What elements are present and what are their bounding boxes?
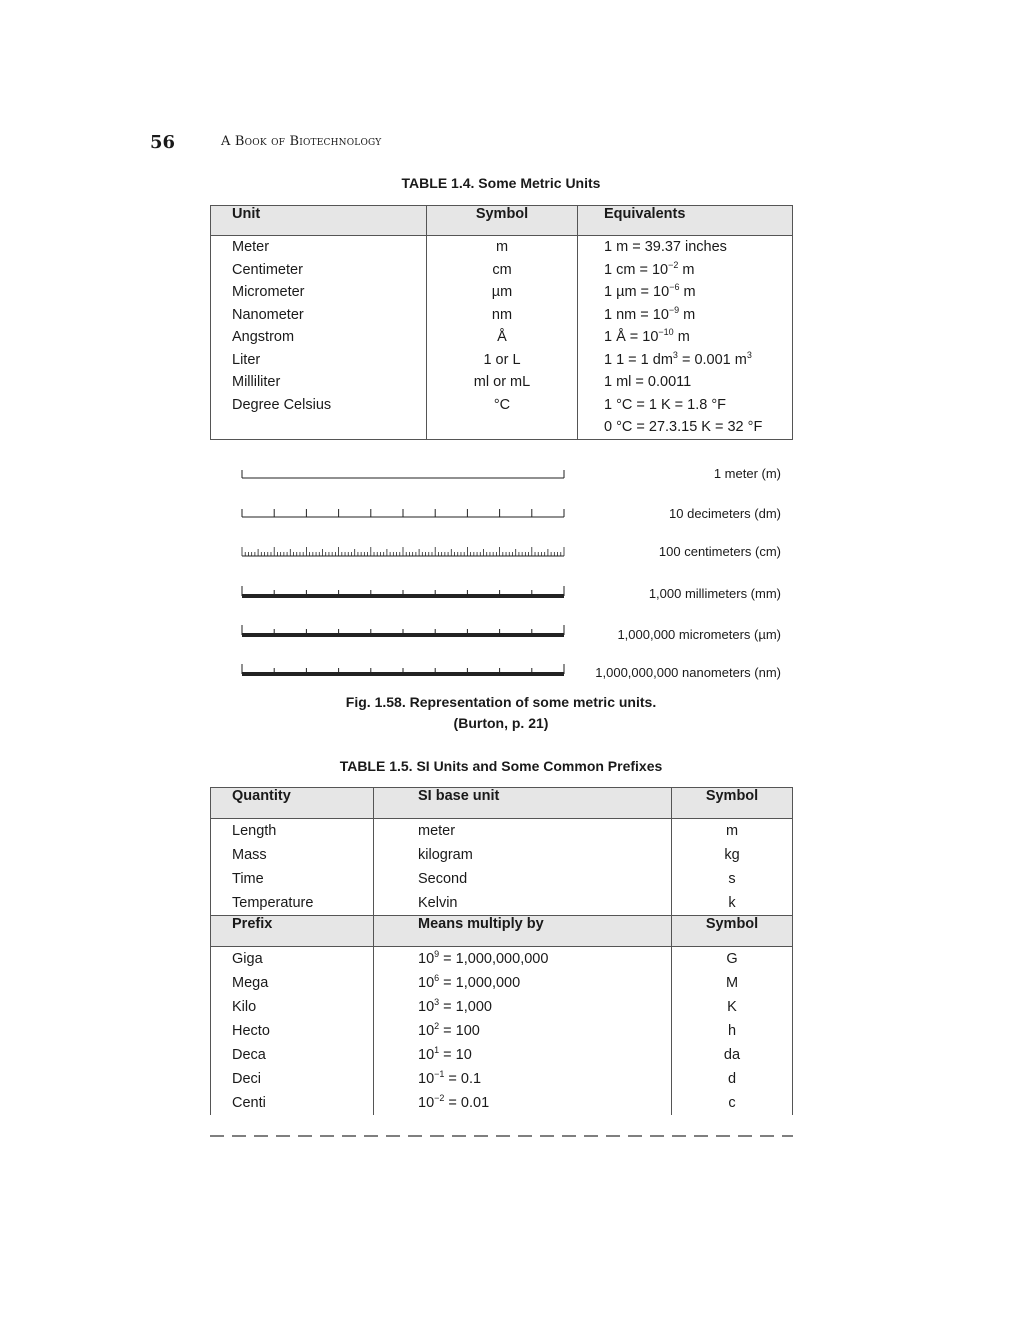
symbol-cell: cm: [492, 261, 512, 278]
base-unit-cell: Second: [418, 871, 468, 887]
prefix-cell: Deci: [232, 1071, 262, 1087]
equivalent-cell: 1 $\mu m = 10^{-6}$ m: [604, 282, 696, 300]
running-head: A Book of Biotechnology: [221, 134, 382, 149]
equivalent-cell: 1 1 = 1 $dm^3 = 0.001$ $m^3$: [604, 349, 752, 368]
table-body-row: [211, 947, 793, 1116]
prefix-symbol-cell: da: [723, 1047, 741, 1063]
unit-cell: Milliliter: [232, 374, 281, 390]
equivalent-cell: 1 m = 39.37 inches: [604, 239, 727, 255]
symbol-cell: µm: [491, 284, 513, 300]
multiplier-cell: $10^1 = 10$: [418, 1045, 472, 1063]
symbol-cell: Å: [497, 329, 507, 345]
prefix-symbol-cell: K: [727, 999, 737, 1015]
equivalent-cell: 1 °C = 1 K = 1.8 °F: [604, 396, 727, 413]
prefix-cell: Kilo: [232, 999, 257, 1015]
column-header-symbol: Symbol: [427, 206, 578, 236]
ruler-label-micrometers: 1,000,000 micrometers (µm): [617, 627, 781, 642]
ruler-label-millimeters: 1,000 millimeters (mm): [648, 586, 781, 601]
symbol-cell: ml or mL: [473, 374, 531, 390]
symbol-cell: °C: [493, 396, 511, 413]
quantity-cell: Mass: [232, 847, 267, 863]
ruler-label-nanometers: 1,000,000,000 nanometers (nm): [595, 665, 781, 680]
prefix-cell: Centi: [232, 1095, 266, 1111]
prefix-cell: Giga: [232, 951, 263, 967]
page-number: 56: [150, 132, 176, 153]
unit-symbol-cell: k: [728, 895, 736, 911]
ruler-label-meter: 1 meter (m): [713, 466, 781, 481]
equivalent-cell: 1 ml = 0.0011: [604, 374, 692, 390]
quantity-cell: Time: [232, 871, 264, 887]
table2-caption: TABLE 1.5. SI Units and Some Common Prefixes: [339, 758, 663, 774]
column-header-prefix-symbol: Symbol: [672, 916, 793, 947]
unit-cell: Liter: [232, 351, 261, 368]
base-unit-column: [374, 819, 672, 916]
table-dashed-bottom-border: [210, 1135, 793, 1137]
quantity-cell: Length: [232, 823, 277, 839]
base-unit-cell: meter: [418, 823, 456, 839]
column-header-quantity: Quantity: [211, 788, 374, 819]
ruler-label-decimeters: 10 decimeters (dm): [669, 506, 781, 521]
prefix-cell: Mega: [232, 975, 269, 991]
prefix-symbol-cell: M: [725, 975, 739, 991]
table-body-row: [211, 819, 793, 916]
prefix-symbol-cell: h: [727, 1023, 737, 1039]
unit-symbol-column: [672, 819, 793, 916]
equivalent-cell: 1 nm = $10^{-9}$ m: [604, 304, 696, 323]
ruler-label-centimeters: 100 centimeters (cm): [658, 544, 781, 559]
symbol-cell: nm: [491, 306, 513, 323]
multiplier-cell: $10^3 = 1,000$: [418, 997, 492, 1015]
column-header-si-base-unit: SI base unit: [374, 788, 672, 819]
equivalent-cell: 1 cm = $10^{-2}$ m: [604, 259, 695, 278]
table-section-header-row: [211, 916, 793, 947]
base-unit-cell: kilogram: [418, 847, 473, 863]
multiplier-cell: $10^9 = 1,000,000,000$: [418, 949, 549, 967]
multiplier-cell: $10^2 = 100$: [418, 1021, 480, 1039]
unit-cell: Nanometer: [232, 306, 304, 323]
column-header-equivalents: Equivalents: [578, 206, 793, 236]
column-header-prefix: Prefix: [211, 916, 374, 947]
unit-cell: Centimeter: [232, 261, 303, 278]
unit-cell: Angstrom: [232, 329, 295, 345]
figure-caption: Fig. 1.58. Representation of some metric units.: [345, 694, 657, 710]
quantity-column: [211, 819, 374, 916]
symbol-cell: 1 or L: [483, 351, 521, 368]
equivalent-cell: 0 °C = 27.3.15 K = 32 °F: [604, 419, 763, 435]
prefix-cell: Hecto: [232, 1023, 270, 1039]
column-header-symbol: Symbol: [672, 788, 793, 819]
prefix-symbol-cell: G: [726, 951, 738, 967]
equivalent-cell: 1 Å = $10^{-10}$ m: [604, 327, 690, 345]
multiplier-cell: $10^{-1} = 0.1$: [418, 1069, 482, 1087]
column-header-multiplier: Means multiply by: [374, 916, 672, 947]
prefix-symbol-cell: d: [727, 1071, 737, 1087]
unit-symbol-cell: m: [725, 823, 739, 839]
symbol-cell: m: [495, 239, 509, 255]
table1-caption: TABLE 1.4. Some Metric Units: [401, 175, 601, 191]
figure-citation: (Burton, p. 21): [453, 715, 549, 731]
multiplier-cell: $10^6 = 1,000,000$: [418, 973, 521, 991]
prefix-symbol-cell: c: [728, 1095, 736, 1111]
multiplier-cell: $10^{-2} = 0.01$: [418, 1093, 490, 1111]
unit-symbol-cell: s: [728, 871, 736, 887]
multiplier-column: [374, 947, 672, 1116]
unit-cell: Micrometer: [232, 284, 305, 300]
si-units-table: [210, 787, 793, 1115]
prefix-symbol-column: [672, 947, 793, 1116]
unit-symbol-cell: kg: [724, 847, 740, 863]
quantity-cell: Temperature: [232, 895, 314, 911]
unit-cell: Degree Celsius: [232, 396, 332, 413]
prefix-column: [211, 947, 374, 1116]
base-unit-cell: Kelvin: [418, 895, 458, 911]
table-header-row: [211, 788, 793, 819]
column-header-unit: Unit: [211, 206, 427, 236]
prefix-cell: Deca: [232, 1047, 266, 1063]
unit-cell: Meter: [232, 239, 270, 255]
